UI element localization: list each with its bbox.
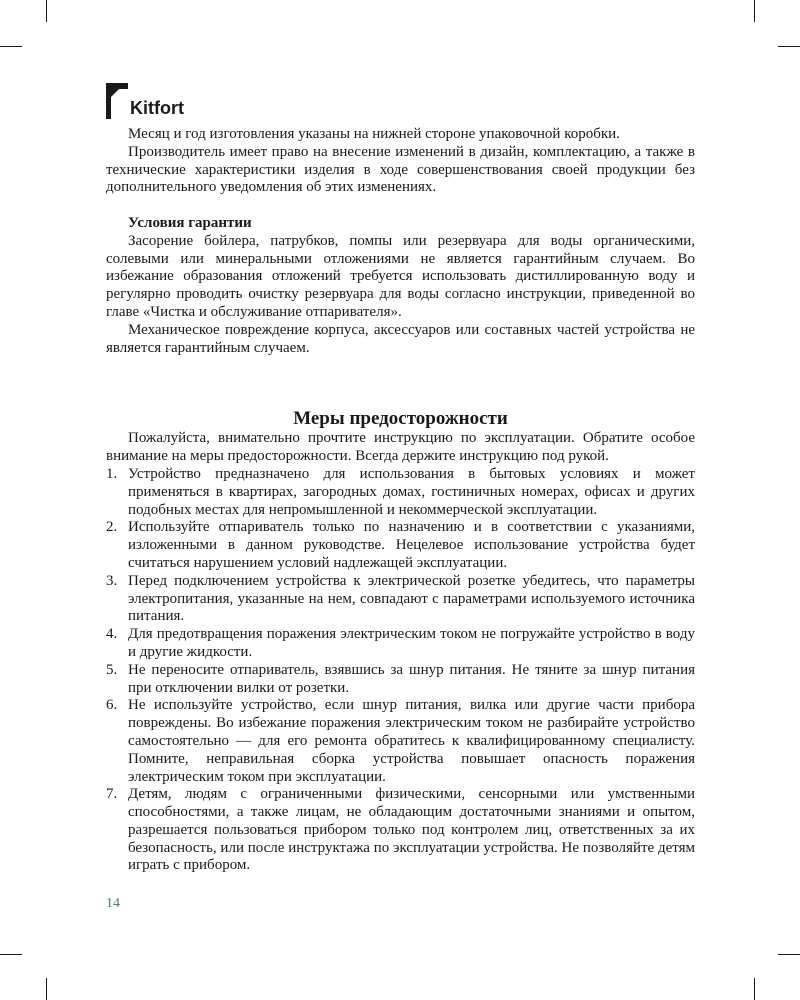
brand-name: Kitfort	[130, 98, 184, 118]
list-item-number: 7.	[106, 786, 118, 803]
paragraph-manufacturer-rights: Производитель имеет право на внесение изменений в дизайн, комплектацию, а также в технические характеристики изделия в ходе совершенствования своей продукции без дополнительного уведомления об этих изменениях.	[106, 143, 695, 196]
list-item-number: 6.	[106, 697, 118, 714]
list-item	[106, 573, 695, 626]
brand-logo	[106, 83, 184, 119]
list-item	[106, 626, 695, 662]
crop-mark-top-left-v	[46, 0, 47, 22]
paragraph-warranty-mechanical: Механическое повреждение корпуса, аксессуаров или составных частей устройства не является гарантийным случаем.	[106, 321, 695, 356]
paragraph-warranty-deposits: Засорение бойлера, патрубков, помпы или резервуара для воды органическими, солевыми или минеральными отложениями не является гарантийным случаем. Во избежание образования отложений требуется использовать дистиллированную воду и регулярно проводить очистку резервуара для воды согласно инструкции, приведенной во главе «Чистка и обслуживание отпаривателя».	[106, 232, 695, 320]
crop-mark-bottom-left-v	[46, 978, 47, 1000]
crop-mark-top-left-h	[0, 46, 22, 47]
list-item-number: 1.	[106, 465, 118, 482]
list-item	[106, 662, 695, 698]
paragraph-manufacture-date: Месяц и год изготовления указаны на нижней стороне упаковочной коробки.	[128, 126, 620, 142]
list-item-text: Перед подключением устройства к электрической розетке убедитесь, что параметры электропитания, указанные на нем, совпадают с параметрами используемого источника питания.	[128, 572, 695, 625]
list-item-text: Используйте отпариватель только по назначению и в соответствии с указаниями, изложенными в данном руководстве. Нецелевое использование устройства будет считаться нарушением условий надлежащей эксплуатации.	[128, 519, 695, 571]
crop-mark-top-right-h	[778, 46, 800, 47]
precautions-section	[106, 408, 695, 875]
list-item-text: Не используйте устройство, если шнур питания, вилка или другие части прибора повреждены. Во избежание поражения электрическим током не разбирайте устройство самостоятельно — для его ремонта обратитесь к квалифицированному специалисту. Помните, неправильная сборка устройства повышает опасность поражения электрическим током при эксплуатации.	[128, 697, 695, 785]
list-item-number: 5.	[106, 661, 118, 678]
list-item	[106, 786, 695, 875]
crop-mark-top-right-v	[754, 0, 755, 22]
list-item-text: Не переносите отпариватель, взявшись за шнур питания. Не тяните за шнур питания при отключении вилки от розетки.	[128, 661, 695, 696]
precautions-list	[106, 466, 695, 875]
list-item-number: 2.	[106, 519, 118, 536]
precautions-intro: Пожалуйста, внимательно прочтите инструкцию по эксплуатации. Обратите особое внимание на меры предосторожности. Всегда держите инструкцию под рукой.	[106, 430, 695, 465]
section-title: Меры предосторожности	[293, 408, 508, 430]
crop-mark-bottom-right-v	[754, 978, 755, 1000]
list-item-text: Устройство предназначено для использования в бытовых условиях и может применяться в квартирах, загородных домах, гостиничных номерах, офисах и других подобных местах для непромышленной и некоммерческой эксплуатации.	[128, 465, 695, 518]
page-content	[106, 126, 695, 875]
warranty-conditions-heading: Условия гарантии	[128, 214, 252, 231]
crop-mark-bottom-left-h	[0, 954, 22, 955]
list-item	[106, 519, 695, 572]
kitfort-logo-icon	[106, 83, 128, 119]
list-item-text: Для предотвращения поражения электрическим током не погружайте устройство в воду и другие жидкости.	[128, 626, 695, 660]
list-item-number: 3.	[106, 572, 118, 589]
list-item-text: Детям, людям с ограниченными физическими, сенсорными или умственными способностями, а также лицам, не обладающим достаточными знаниями и опытом, разрешается пользоваться прибором только под контролем лиц, ответственных за их безопасность, или после инструктажа по эксплуатации устройства. Не позволяйте детям играть с прибором.	[128, 786, 695, 874]
page-number: 14	[106, 896, 120, 911]
list-item-number: 4.	[106, 626, 118, 643]
crop-mark-bottom-right-h	[778, 954, 800, 955]
list-item	[106, 697, 695, 786]
list-item	[106, 466, 695, 519]
